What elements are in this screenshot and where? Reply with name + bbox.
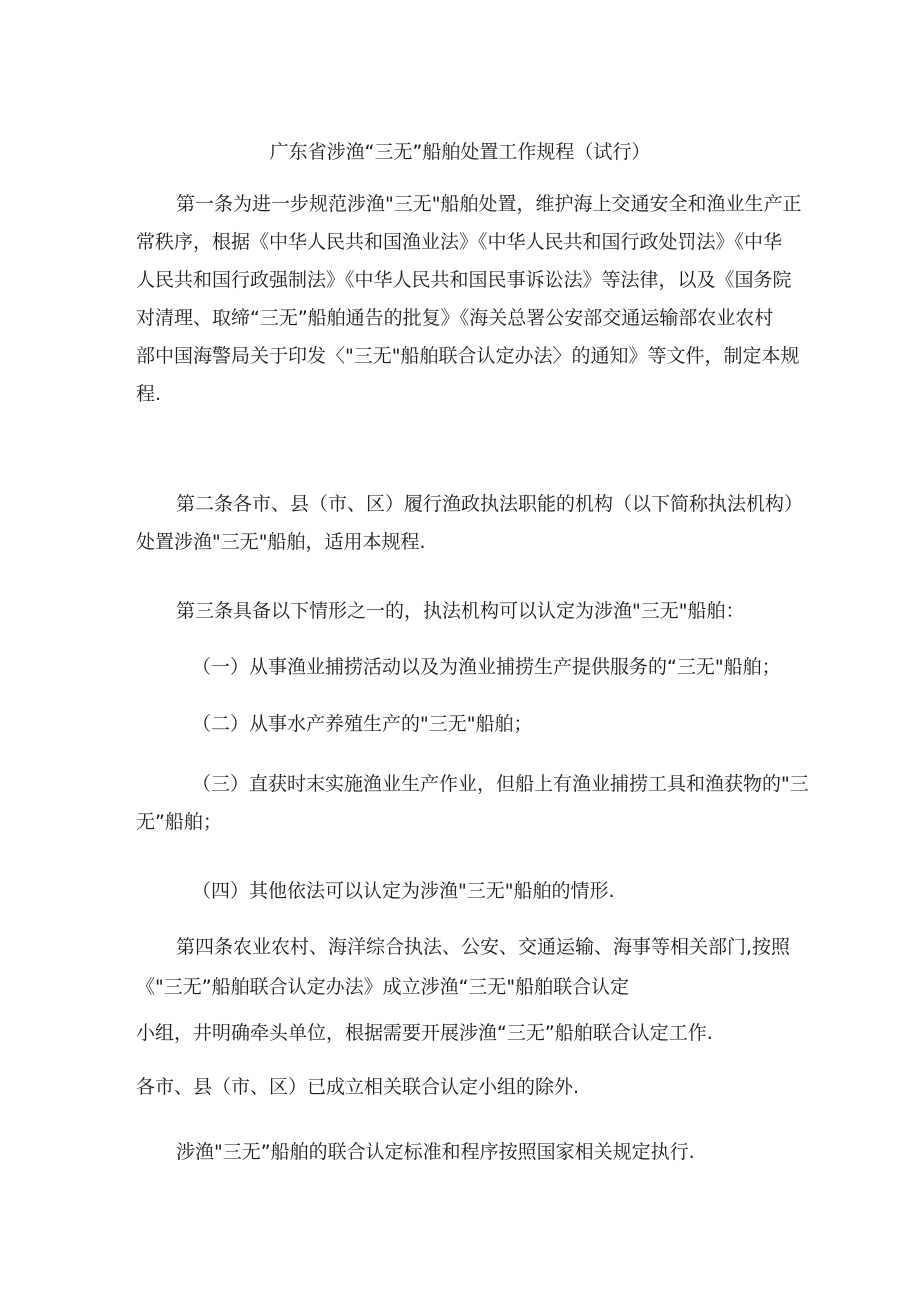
article-1-line-1: 第一条为进一步规范涉渔"三无"船舶处置，维护海上交通安全和渔业生产正 xyxy=(176,193,802,215)
article-4-line-4: 各市、县（市、区）已成立相关联合认定小组的除外. xyxy=(136,1076,580,1098)
article-1-line-3: 人民共和国行政强制法》《中华人民共和国民事诉讼法》等法律，以及《国务院 xyxy=(136,269,792,291)
item-2-paragraph xyxy=(136,705,796,743)
article-2-line-1: 第二条各市、县（市、区）履行渔政执法职能的机构（以下简称执法机构） xyxy=(176,493,804,515)
article-1-line-5: 部中国海警局关于印发〈"三无"船舶联合认定办法〉的通知》等文件，制定本规 xyxy=(136,345,800,367)
article-4-note-paragraph xyxy=(136,1133,796,1171)
item-3-paragraph xyxy=(136,765,809,841)
item-1-paragraph xyxy=(136,648,796,686)
article-1-paragraph xyxy=(136,185,802,413)
article-1-line-4: 对清理、取缔“三无”船舶通告的批复》《海关总署公安部交通运输部农业农村 xyxy=(136,307,774,329)
document-title: 广东省涉渔“三无”船舶处置工作规程（试行） xyxy=(269,141,651,163)
article-4-note-line-1: 涉渔"三无”船舶的联合认定标准和程序按照国家相关规定执行. xyxy=(176,1141,695,1163)
item-1-line-1: （一）从事渔业捕捞活动以及为渔业捕捞生产提供服务的“三无"船舶； xyxy=(192,656,781,678)
item-2-line-1: （二）从事水产养殖生产的"三无"船舶； xyxy=(192,713,533,735)
article-2-line-2: 处置涉渔"三无"船舶，适用本规程. xyxy=(136,531,426,553)
article-1-line-2: 常秩序，根据《中华人民共和国渔业法》《中华人民共和国行政处罚法》《中华 xyxy=(136,231,783,253)
article-1-line-6: 程. xyxy=(136,383,162,405)
article-4-paragraph xyxy=(136,928,796,1106)
article-4-line-1: 第四条农业农村、海洋综合执法、公安、交通运输、海事等相关部门,按照 xyxy=(176,936,791,958)
item-4-line-1: （四）其他依法可以认定为涉渔"三无"船舶的情形. xyxy=(192,880,615,902)
article-3-line-1: 第三条具备以下情形之一的，执法机构可以认定为涉渔"三无"船舶： xyxy=(176,600,745,622)
article-4-line-3: 小组，井明确牵头单位，根据需要开展涉渔“三无”船舶联合认定工作. xyxy=(136,1022,713,1044)
article-2-paragraph xyxy=(136,485,804,561)
item-3-line-2: 无”船舶； xyxy=(136,811,222,833)
item-4-paragraph xyxy=(136,872,796,910)
article-3-paragraph xyxy=(136,592,796,630)
item-3-line-1: （三）直获时末实施渔业生产作业，但船上有渔业捕捞工具和渔获物的"三 xyxy=(192,773,809,795)
article-4-line-2: 《"三无”船舶联合认定办法》成立涉渔“三无"船舶联合认定 xyxy=(136,976,630,998)
